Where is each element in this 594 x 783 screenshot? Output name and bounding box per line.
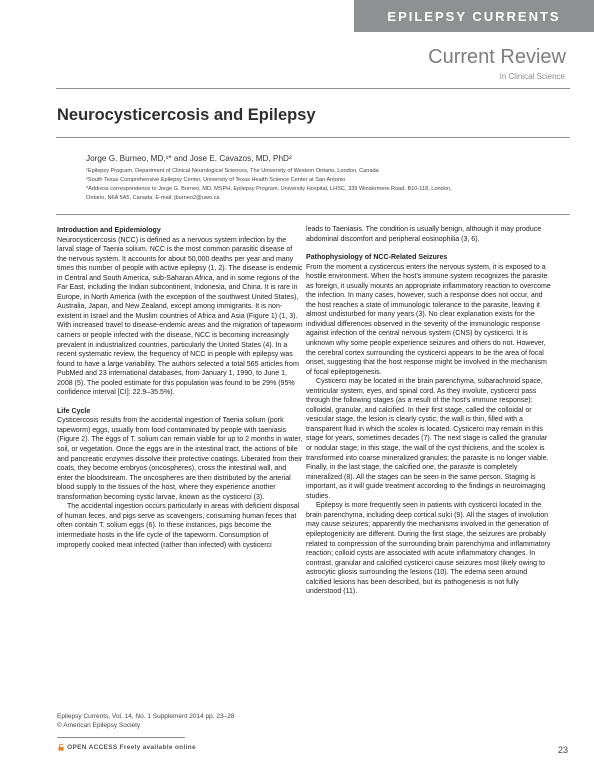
open-access-label: OPEN ACCESS Freely available online: [67, 744, 196, 752]
correspondence-address: Ontario, N6A 5A5, Canada. E-mail: jburneo2@uwo.ca: [86, 195, 220, 201]
open-lock-icon: [58, 744, 64, 751]
paragraph: From the moment a cysticercus enters the nervous system, it is exposed to a hostile environment. When the host's immune system recognizes the parasite as foreign, it usually mounts an appropriate inflammatory reaction to overcome the infection. In many cases, however, such a response does not occur, and the host reaches a state of immunologic tolerance to the parasite, leaving it almost undisturbed for many years (3). No clear explanation exists for the individual differences observed in the severity of the immunologic response against infection of the central nervous system (CNS) by cysticerci. It is unknown why some people experience seizures and others do not. However, the cerebral cortex surrounding the cysticerci appears to be the area of focal onset, suggesting that the host response might be involved in the mechanism of focal epileptogenesis.: [306, 263, 551, 376]
section-heading: Introduction and Epidemiology: [57, 227, 161, 234]
citation-line: Epilepsy Currents, Vol. 14, No. 1 Supplement 2014 pp. 23–28: [57, 713, 235, 720]
section-subtitle: In Clinical Science: [499, 72, 565, 81]
paragraph: Epilepsy is more frequently seen in patients with cysticerci located in the brain parenchyma, including deep cortical sulci (9). All the stages of involution may cause seizures; apparently the mechanisms involved in the generation of epileptogenicity are different. During the first stage, the seizures are probably related to compression of the surrounding brain parenchyma and inflammatory reaction; colloid cysts are associated with acute inflammatory changes. In contrast, granular and calcified cysticerci cause seizures most likely owing to astrocytic gliosis surrounding the lesions (10). The edema seen around calcified lesions has been described, but its pathogenesis is not fully understood (11).: [306, 502, 551, 596]
paragraph: leads to Taeniasis. The condition is usually benign, although it may produce abdominal discomfort and peripheral eosinophilia (3, 6).: [306, 226, 542, 243]
section-heading: Life Cycle: [57, 407, 91, 415]
journal-name: EPILEPSY CURRENTS: [387, 9, 561, 24]
paragraph: Cysticercosis results from the accidental ingestion of Taenia solium (pork tapeworm) eggs, usually from food contaminated by people with taeniasis (Figure 2). The eggs of T. solium can remain viable for up to 2 months in water, soil, or vegetation. Once the eggs are in the intestinal tract, the actions of bile and pancreatic enzymes dissolve their protective coatings. Liberated from their coats, they become embryos (oncospheres), cross the intestinal wall, and enter the bloodstream. The oncospheres are then distributed by the arterial blood supply to the tissues of the host, where they experience another transformation becoming cystic larvae, known as the cysticerci (3).: [57, 417, 303, 501]
left-column: [57, 226, 303, 550]
author-list: Jorge G. Burneo, MD,¹* and Jose E. Cavazos, MD, PhD²: [86, 154, 292, 163]
section-heading: Pathophysiology of NCC-Related Seizures: [306, 254, 448, 262]
affiliation-1: ¹Epilepsy Program, Department of Clinical Neurological Sciences, The University of Western Ontario, London, Canada: [86, 168, 379, 174]
header-rule: [56, 88, 570, 89]
correspondence: *Address correspondence to Jorge G. Burneo, MD, MSPH, Epilepsy Program, University Hospital, LHSC, 339 Windermere Road, B10-118, London,: [86, 186, 452, 192]
right-column: [306, 225, 554, 597]
open-access-badge: [57, 744, 196, 751]
paragraph: Cysticerci may be located in the brain parenchyma, subarachnoid space, ventricular system, eyes, and spinal cord. As they involute, cysticerci pass through the following stages (as a result of the host's immune response): colloidal, granular, and calcified. In their first stage, called the colloidal or vesicular stage, the lesion is clearly cystic; the wall is thin, filled with a transparent fluid in which the scolex is located. Cysticerci may remain in this stage for years, sometimes decades (7). The next stage is called the granular or nodular stage; in this stage, the wall of the cyst thickens, and the scolex is transformed into coarse mineralized granules; the parasite is no longer viable. Finally, in the last stage, the calcified one, the parasite is completely mineralized (8). All the stages can be seen in the same person. Staging is important, as it will guide treatment according to the findings in neuroimaging studies.: [306, 378, 549, 500]
journal-banner: [354, 0, 594, 32]
section-title: Current Review: [428, 46, 566, 68]
author-rule: [56, 214, 570, 215]
copyright-line: © American Epilepsy Society: [57, 722, 141, 729]
affiliation-2: ²South Texas Comprehensive Epilepsy Center, University of Texas Health Science Center at San Antonio: [86, 177, 346, 183]
page-number: 23: [557, 745, 568, 755]
title-rule: [56, 137, 570, 138]
paragraph: The accidental ingestion occurs particularly in areas with deficient disposal of human feces, and pigs serve as scavengers, consuming human feces that often contain T. solium eggs (6). In these instances, pigs become the intermediate hosts in the life cycle of the tapeworm. Consumption of improperly cooked meat infected (rather than infected) with cysticerci: [57, 503, 300, 549]
paragraph: Neurocysticercosis (NCC) is defined as a nervous system infection by the larval stage of Taenia solium. NCC is the most common parasitic disease of the nervous system. It accounts for about 50,000 deaths per year and many times this number of people with active epilepsy (1, 2). The disease is endemic in Central and South America, sub-Saharan Africa, and in some regions of the Far East, including the Indian subcontinent, Indonesia, and China. It is rare in Europe, in North America (with the exception of the southwest United States), Australia, Japan, and New Zealand, except among immigrants. It is non-existent in Israel and the Muslim countries of Africa and Asia (Figure 1) (1, 3). With increased travel to disease-endemic areas and the migration of tapeworm carriers or people infected with the disease, NCC is becoming increasingly prevalent in industrialized countries, particularly the United States (4). In a recent systematic review, the frequency of NCC in people with epilepsy was found to have a large variability. The authors selected a total 565 articles from PubMed and 23 international databases, from January 1, 1990, to June 1, 2008 (5). The pooled estimate for this population was found to be 29% (95% confidence interval [CI]: 22.9–35.5%).: [57, 236, 303, 397]
footer-rule: [57, 737, 185, 738]
article-title: Neurocysticercosis and Epilepsy: [57, 106, 316, 124]
